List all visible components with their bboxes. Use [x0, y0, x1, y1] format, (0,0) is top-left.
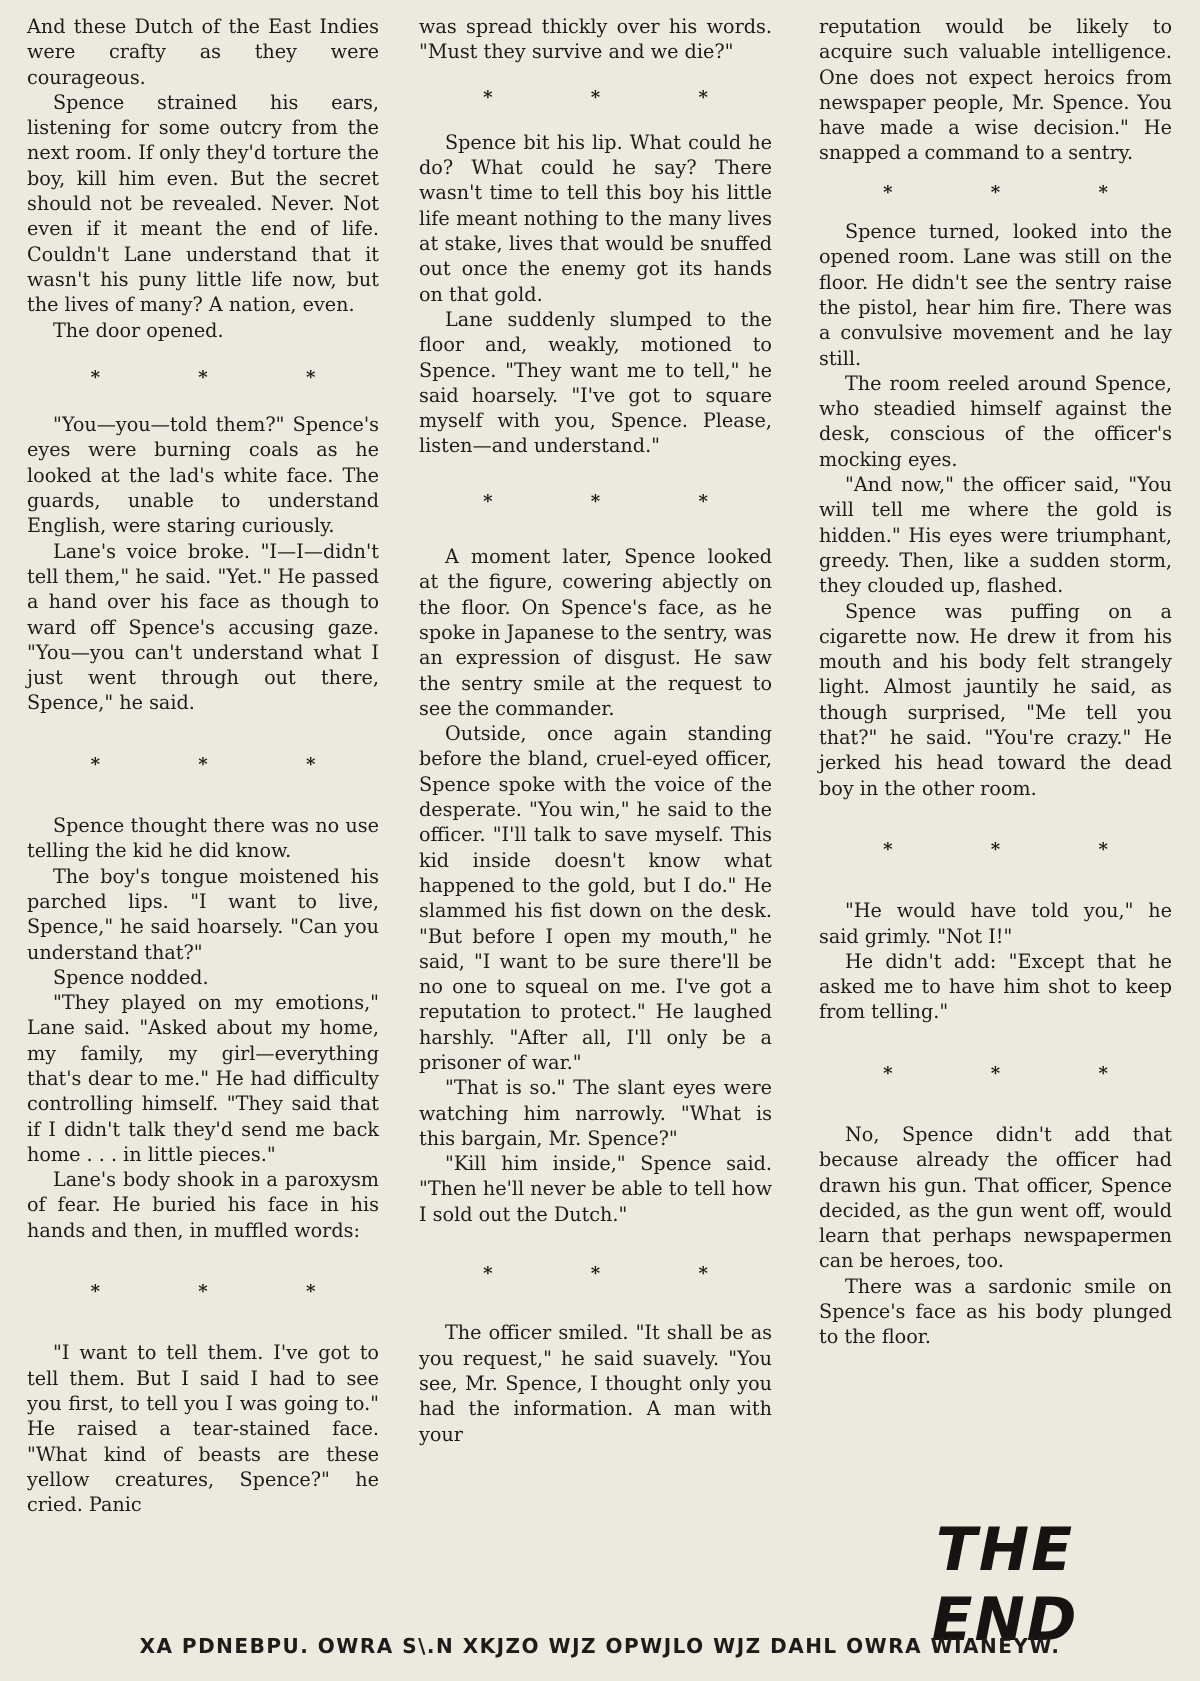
paragraph: "Kill him inside," Spence said. "Then he'll never be able to tell how I sold out the Dutch.": [419, 1152, 772, 1226]
section-break: * * *: [90, 753, 362, 775]
paragraph: The room reeled around Spence, who steadied himself against the desk, conscious of the officer's mocking eyes.: [819, 371, 1172, 471]
paragraph: The door opened.: [53, 318, 224, 342]
paragraph: Spence turned, looked into the opened room. Lane was still on the floor. He didn't see the sentry raise the pistol, hear him fire. There was a convulsive movement and he lay still.: [819, 220, 1172, 370]
paragraph: There was a sardonic smile on Spence's face as his body plunged to the floor.: [819, 1274, 1172, 1349]
paragraph: Spence nodded.: [53, 965, 209, 989]
paragraph: Spence was puffing on a cigarette now. He drew it from his mouth and his body felt strangely light. Almost jauntily he said, as though surprised, "Me tell you that?" he said. "You're crazy." He jerked his head toward the dead boy in the other room.: [819, 599, 1172, 800]
paragraph: "That is so." The slant eyes were watching him narrowly. "What is this bargain, Mr. Spence?": [419, 1076, 772, 1150]
section-break: * * *: [483, 490, 754, 512]
section-break: * * *: [483, 1263, 754, 1285]
paragraph: Lane suddenly slumped to the floor and, weakly, motioned to Spence. "They want me to tell," he said hoarsely. "I've got to square myself with you, Spence. Please, listen—and understand.": [419, 307, 772, 458]
the-end-heading: THE END: [931, 1515, 1079, 1655]
paragraph: "And now," the officer said, "You will tell me where the gold is hidden." His eyes were triumphant, greedy. Then, like a sudden storm, they clouded up, flashed.: [819, 473, 1172, 598]
paragraph: Lane's body shook in a paroxysm of fear. He buried his face in his hands and then, in muffled words:: [27, 1168, 379, 1242]
section-break: * * *: [483, 86, 754, 108]
section-break: * * *: [883, 838, 1154, 860]
paragraph: And these Dutch of the East Indies were crafty as they were courageous.: [27, 15, 379, 89]
paragraph: Spence strained his ears, listening for some outcry from the next room. If only they'd torture the boy, kill him even. But the secret should not be revealed. Never. Not even if it meant the end of life. Couldn't Lane understand that it wasn't his puny little life now, but the lives of many? A nation, even.: [27, 90, 379, 317]
section-break: * * *: [90, 366, 362, 388]
section-break: * * *: [883, 181, 1154, 203]
section-break: * * *: [90, 1281, 362, 1303]
paragraph: The boy's tongue moistened his parched lips. "I want to live, Spence," he said hoarsely. "Can you understand that?": [27, 864, 379, 964]
paragraph: "He would have told you," he said grimly. "Not I!": [819, 899, 1172, 948]
paragraph: Spence thought there was no use telling the kid he did know.: [27, 814, 379, 863]
paragraph: A moment later, Spence looked at the figure, cowering abjectly on the floor. On Spence's face, as he spoke in Japanese to the sentry, was an expression of disgust. He saw the sentry smile at the request to see the commander.: [419, 545, 772, 720]
section-break: * * *: [883, 1062, 1154, 1084]
text-column-1: [27, 14, 379, 1517]
paragraph: The officer smiled. "It shall be as you request," he said suavely. "You see, Mr. Spence, I thought only you had the information. A man with your: [419, 1321, 772, 1446]
paragraph: Lane's voice broke. "I—I—didn't tell them," he said. "Yet." He passed a hand over his face as though to ward off Spence's accusing gaze. "You—you can't understand what I just went through out there, Spence," he said.: [27, 539, 379, 715]
paragraph: Spence bit his lip. What could he do? What could he say? There wasn't time to tell this boy his little life meant nothing to the many lives at stake, lives that would be snuffed out once the enemy got its hands on that gold.: [419, 130, 772, 306]
footer-cipher: XA PDNEBPU. OWRA S\.N XKJZO WJZ OPWJLO WJZ DAHL OWRA WIANEYW.: [139, 1634, 1061, 1658]
paragraph: "They played on my emotions," Lane said. "Asked about my home, my family, my girl—everything that's dear to me." He had difficulty controlling himself. "They said that if I didn't talk they'd send me back home . . . in little pieces.": [27, 991, 379, 1166]
paragraph: "I want to tell them. I've got to tell them. But I said I had to see you first, to tell you I was going to." He raised a tear-stained face. "What kind of beasts are these yellow creatures, Spence?" he cried. Panic: [27, 1341, 379, 1517]
paragraph: No, Spence didn't add that because already the officer had drawn his gun. That officer, Spence decided, as the gun went off, would learn that perhaps newspapermen can be heroes, too.: [819, 1122, 1172, 1273]
text-column-3: [819, 14, 1172, 1350]
paragraph: Outside, once again standing before the bland, cruel-eyed officer, Spence spoke with the voice of the desperate. "You win," he said to the officer. "I'll talk to save myself. This kid inside doesn't know what happened to the gold, but I do." He slammed his fist down on the desk. "But before I open my mouth," he said, "I want to be sure there'll be no one to squeal on me. I've got a reputation to protect." He laughed harshly. "After all, I'll only be a prisoner of war.": [419, 722, 772, 1074]
text-column-2: [419, 14, 772, 1447]
paragraph: "You—you—told them?" Spence's eyes were burning coals as he looked at the lad's white face. The guards, unable to understand English, were staring curiously.: [27, 413, 379, 538]
paragraph: was spread thickly over his words. "Must they survive and we die?": [419, 15, 772, 64]
paragraph: He didn't add: "Except that he asked me to have him shot to keep from telling.": [819, 949, 1172, 1024]
paragraph: reputation would be likely to acquire such valuable intelligence. One does not expect heroics from newspaper people, Mr. Spence. You have made a wise decision." He snapped a command to a sentry.: [819, 15, 1172, 165]
